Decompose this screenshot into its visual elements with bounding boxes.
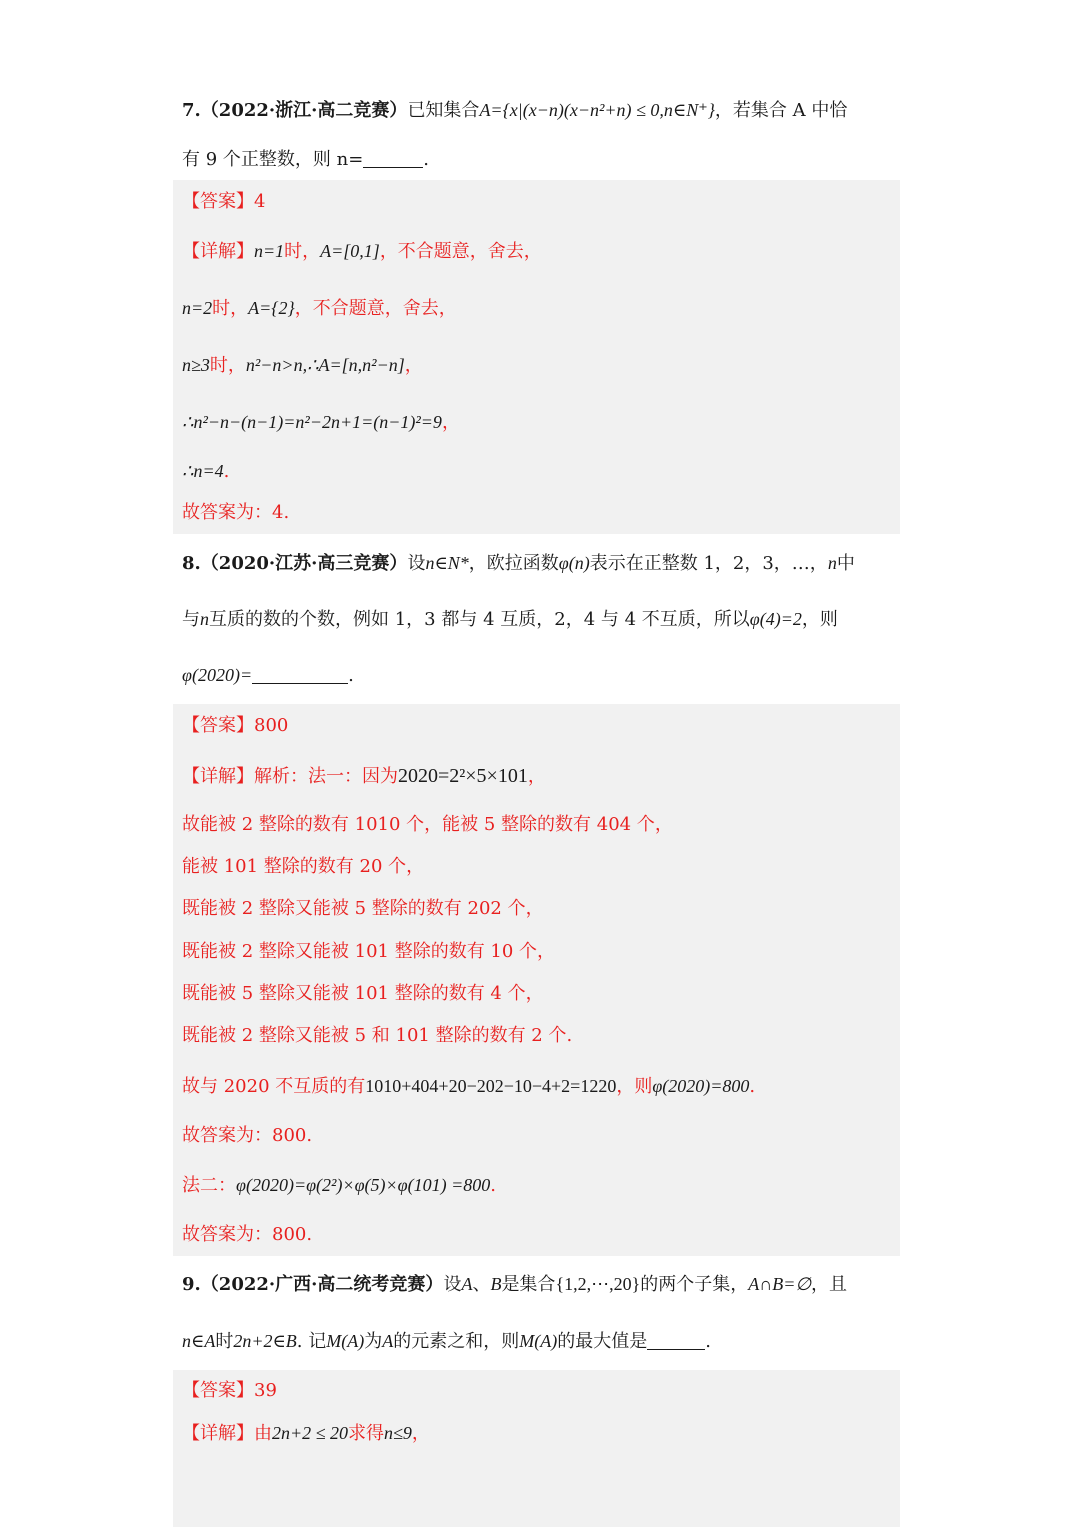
q8-detail-line7: 既能被 2 整除又能被 5 和 101 整除的数有 2 个. (182, 1025, 573, 1046)
q8-detail-line3: 能被 101 整除的数有 20 个， (182, 856, 425, 877)
q7-l1-math: n=1 (254, 241, 285, 261)
q8-detail-line10 (182, 1173, 496, 1198)
q7-l3-math-2: n²−n>n,∴A=[n,n²−n] (245, 355, 405, 375)
q9-stem-end: . (705, 1331, 711, 1352)
q8-detail-line9: 故答案为：800. (182, 1125, 313, 1146)
q9-source: （2022·广西·高二统考竞赛） (200, 1274, 444, 1295)
q8-detail-line5: 既能被 2 整除又能被 101 整除的数有 10 个， (182, 941, 556, 962)
q7-number: 7. (182, 100, 201, 121)
q8-answer-line (182, 714, 288, 738)
q8-d10-math: φ(2020)=φ(2²)×φ(5)×φ(101) =800 (236, 1175, 491, 1195)
q8-d10-text: 法二： (182, 1175, 236, 1196)
q8-line2-math-2: φ(4)=2 (749, 609, 802, 629)
q8-detail-line11: 故答案为：800. (182, 1224, 313, 1245)
q7-detail-line4 (182, 410, 460, 435)
q9-stem-line2 (182, 1329, 900, 1354)
q8-d10-end: . (490, 1175, 497, 1196)
detail-tag: 【详解】 (182, 1423, 254, 1444)
q8-stem-text: 设 (407, 553, 426, 574)
q9-math-3: {1,2,⋯,20} (555, 1274, 641, 1294)
q8-d1-text: 解析：法一：因为 (254, 766, 398, 787)
q9-l2-text-1: 时 (215, 1331, 234, 1352)
q7-answer-blank[interactable] (363, 149, 423, 168)
q9-l2-math-3: M(A) (326, 1331, 365, 1351)
q7-detail-line2 (182, 296, 457, 321)
q9-answer-box (173, 1370, 900, 1527)
q9-math-4: A∩B=∅ (748, 1274, 812, 1294)
q7-l5-math: ∴n=4 (182, 461, 224, 481)
q7-detail-line1 (182, 239, 542, 264)
q7-l1-text-2: ，不合题意，舍去， (379, 241, 542, 262)
q8-d8-math: 1010+404+20−202−10−4+2=1220 (365, 1076, 617, 1096)
q7-source: （2022·浙江·高二竞赛） (200, 100, 408, 121)
q8-stem-text-3: 表示在正整数 1，2，3，…， (589, 553, 828, 574)
q9-l2-math-4: A (382, 1331, 394, 1351)
q8-line3-math: φ(2020)= (182, 665, 253, 685)
q7-stem-text-2: ，若集合 A 中恰 (714, 100, 848, 121)
answer-tag: 【答案】 (182, 1380, 254, 1401)
q8-detail-line2: 故能被 2 整除的数有 1010 个，能被 5 整除的数有 404 个， (182, 814, 673, 835)
q8-number: 8. (182, 553, 201, 574)
q9-text-4: 的两个子集， (640, 1274, 749, 1295)
q8-line2-text: 与 (182, 609, 200, 630)
q9-l2-math-2: 2n+2∈B (233, 1331, 297, 1351)
q8-stem-end: . (348, 665, 354, 686)
q8-answer-blank[interactable] (252, 665, 348, 684)
q9-l2-text-2: . 记 (296, 1331, 327, 1352)
q7-l4-math: ∴n²−n−(n−1)=n²−2n+1=(n−1)²=9 (182, 412, 442, 432)
q9-math-1: A (461, 1274, 473, 1294)
q9-answer-value: 39 (254, 1380, 277, 1401)
q7-l2-text-2: ，不合题意，舍去， (294, 298, 457, 319)
q9-d1-math: 2n+2 ≤ 20 (272, 1423, 349, 1443)
q9-number: 9. (182, 1274, 201, 1295)
q7-l3-text-2: ， (404, 355, 423, 376)
detail-tag: 【详解】 (182, 241, 254, 262)
q9-l2-text-4: 的元素之和，则 (393, 1331, 520, 1352)
q8-line2-text-2: 互质的数的个数，例如 1，3 都与 4 互质，2，4 与 4 不互质，所以 (209, 609, 750, 630)
q7-l4-text: ， (441, 412, 460, 433)
q7-stem-text-3: 有 9 个正整数，则 n= (182, 149, 364, 170)
q7-stem-end: . (423, 149, 430, 170)
q7-detail-line5 (182, 459, 229, 484)
q8-source: （2020·江苏·高三竞赛） (200, 553, 408, 574)
q7-l1-text: 时， (284, 241, 321, 262)
answer-tag: 【答案】 (182, 715, 254, 736)
q7-stem-line2 (182, 148, 900, 172)
q8-math-1: n∈N* (425, 553, 469, 573)
q8-d8-text: 故与 2020 不互质的有 (182, 1076, 366, 1097)
q9-d1-text-2: 求得 (348, 1423, 385, 1444)
q9-d1-end: ， (411, 1423, 430, 1444)
q8-d1-math: 2020=2²×5×101 (398, 765, 528, 787)
q8-math-2: φ(n) (558, 553, 590, 573)
q8-line2-text-3: ，则 (801, 609, 838, 630)
q8-stem-line2 (182, 607, 900, 632)
q8-stem-line3 (182, 663, 900, 688)
q8-math-3: n (827, 553, 837, 573)
q8-stem-line1 (182, 551, 900, 576)
q8-detail-line4: 既能被 2 整除又能被 5 整除的数有 202 个， (182, 898, 544, 919)
q7-detail-line3 (182, 353, 423, 378)
q7-l2-math: n=2 (182, 298, 213, 318)
q8-d8-end: . (749, 1076, 756, 1097)
q8-answer-value: 800 (254, 715, 289, 736)
q9-l2-math-1: n∈A (182, 1331, 216, 1351)
q7-l2-math-2: A={2} (248, 298, 295, 318)
q9-text-2: 、 (472, 1274, 491, 1295)
q9-text-5: ，且 (811, 1274, 848, 1295)
q7-l5-text: . (223, 461, 230, 482)
q7-l3-text: 时， (209, 355, 246, 376)
q7-l1-math-2: A=[0,1] (320, 241, 380, 261)
answer-tag: 【答案】 (182, 191, 254, 212)
q8-d8-text-2: ，则 (616, 1076, 653, 1097)
q9-answer-line (182, 1379, 277, 1403)
q9-detail-line1 (182, 1421, 430, 1446)
q7-l3-math: n≥3 (182, 355, 210, 375)
q8-stem-text-2: ，欧拉函数 (468, 553, 559, 574)
q8-d1-end: ， (527, 766, 546, 787)
q7-l2-text: 时， (212, 298, 249, 319)
q9-answer-blank[interactable] (647, 1331, 705, 1350)
q9-l2-math-5: M(A) (519, 1331, 558, 1351)
q9-l2-text-5: 的最大值是 (557, 1331, 648, 1352)
detail-tag: 【详解】 (182, 766, 254, 787)
q8-detail-line8 (182, 1074, 755, 1099)
q8-detail-line1 (182, 764, 546, 789)
q9-l2-text-3: 为 (364, 1331, 383, 1352)
q7-answer-value: 4 (254, 191, 266, 212)
q7-final-answer: 故答案为：4. (182, 502, 290, 523)
q7-set-expression: A={x|(x−n)(x−n²+n) ≤ 0,n∈N⁺} (479, 100, 715, 120)
q9-text-3: 是集合 (501, 1274, 556, 1295)
q8-d8-math-2: φ(2020)=800 (652, 1076, 750, 1096)
q9-d1-math-2: n≤9 (384, 1423, 412, 1443)
q7-answer-line (182, 190, 265, 214)
q9-d1-text: 由 (254, 1423, 272, 1444)
q8-stem-text-4: 中 (836, 553, 855, 574)
q7-stem-line1 (182, 98, 900, 123)
q8-detail-line6: 既能被 5 整除又能被 101 整除的数有 4 个， (182, 983, 544, 1004)
q9-text-1: 设 (443, 1274, 462, 1295)
q9-stem-line1 (182, 1272, 900, 1297)
q7-stem-text: 已知集合 (407, 100, 480, 121)
q9-math-2: B (490, 1274, 502, 1294)
q8-line2-math: n (200, 609, 209, 629)
